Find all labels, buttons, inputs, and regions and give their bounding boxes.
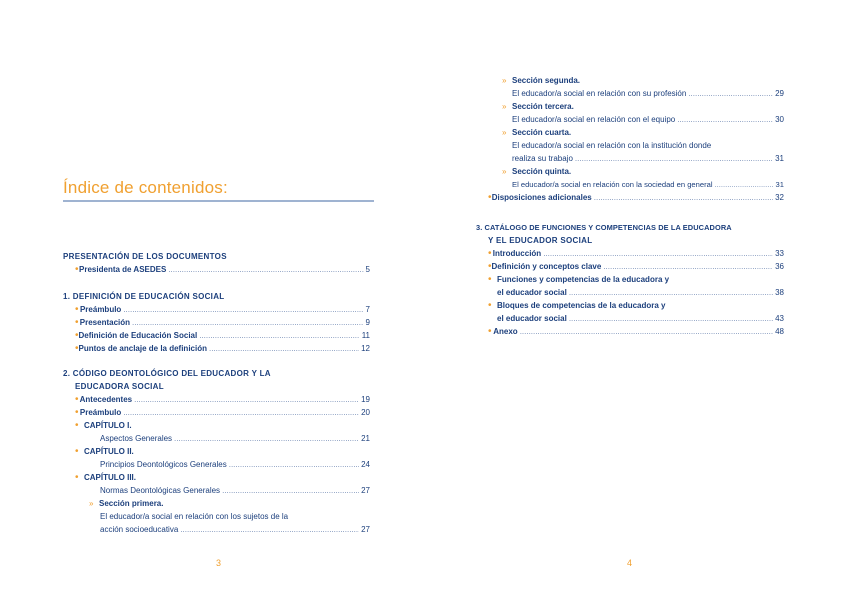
toc-entry-cont[interactable]: el educador social ..... 43 <box>476 312 784 325</box>
toc-section-1 <box>63 290 370 355</box>
toc-subentry-line: El educador/a social en relación con la institución donde <box>512 141 712 150</box>
toc-subentry[interactable]: Normas Deontológicas Generales ..... 27 <box>63 484 370 497</box>
bullet-icon: • <box>75 394 79 405</box>
toc-section-3 <box>476 221 784 338</box>
bullet-icon: • <box>488 274 492 285</box>
toc-continuation <box>476 74 784 204</box>
bullet-icon: • <box>488 261 492 272</box>
bullet-icon: • <box>75 304 79 315</box>
page-number: 3 <box>216 558 222 568</box>
sub-bullet-icon: » <box>502 76 507 85</box>
sub-bullet-icon: » <box>502 128 507 137</box>
toc-entry[interactable]: » Sección segunda. <box>502 76 581 85</box>
bullet-icon: • <box>488 326 492 337</box>
toc-entry[interactable]: • Anexo ..... 48 <box>476 325 784 338</box>
toc-entry[interactable]: • CAPÍTULO III. <box>75 472 136 483</box>
bullet-icon: • <box>75 446 79 457</box>
toc-entry[interactable]: • Preámbulo ..... 20 <box>63 406 370 419</box>
toc-entry-cont[interactable]: el educador social ..... 38 <box>476 286 784 299</box>
bullet-icon: • <box>75 407 79 418</box>
toc-subentry[interactable]: acción socioeducativa ..... 27 <box>63 523 370 536</box>
toc-entry[interactable]: • Funciones y competencias de la educadora y <box>488 274 670 285</box>
toc-entry[interactable]: » Sección cuarta. <box>502 128 572 137</box>
toc-section-presentacion <box>63 250 370 276</box>
bullet-icon: • <box>488 248 492 259</box>
bullet-icon: • <box>75 343 79 354</box>
toc-entry[interactable]: • Definición y conceptos clave ..... 36 <box>476 260 784 273</box>
bullet-icon: • <box>75 472 79 483</box>
toc-entry[interactable]: • Bloques de competencias de la educadora y <box>488 300 666 311</box>
toc-subentry[interactable]: Principios Deontológicos Generales ..... 24 <box>63 458 370 471</box>
toc-subentry[interactable]: El educador/a social en relación con la sociedad en general ..... 31 <box>476 178 784 191</box>
toc-entry[interactable]: » Sección quinta. <box>502 167 572 176</box>
toc-entry[interactable]: • Definición de Educación Social ..... 11 <box>63 329 370 342</box>
toc-entry[interactable]: » Sección primera. <box>89 499 164 508</box>
title-divider <box>63 200 374 202</box>
toc-entry[interactable]: • Presidenta de ASEDES ..... 5 <box>63 263 370 276</box>
toc-subentry[interactable]: El educador/a social en relación con su profesión ..... 29 <box>476 87 784 100</box>
right-page <box>424 0 848 600</box>
toc-subentry-line: El educador/a social en relación con los sujetos de la <box>100 512 289 521</box>
page-title: Índice de contenidos: <box>63 178 228 197</box>
toc-entry[interactable]: • CAPÍTULO II. <box>75 446 134 457</box>
section-heading-cont: Y EL EDUCADOR SOCIAL <box>488 236 593 245</box>
section-heading: 1. DEFINICIÓN DE EDUCACIÓN SOCIAL <box>63 292 225 301</box>
toc-entry[interactable]: • Antecedentes ..... 19 <box>63 393 370 406</box>
bullet-icon: • <box>75 264 79 275</box>
section-heading: 2. CÓDIGO DEONTOLÓGICO DEL EDUCADOR Y LA <box>63 369 271 378</box>
bullet-icon: • <box>75 330 79 341</box>
section-heading-cont: EDUCADORA SOCIAL <box>75 382 164 391</box>
section-heading: PRESENTACIÓN DE LOS DOCUMENTOS <box>63 252 227 261</box>
section-heading: 3. CATÁLOGO DE FUNCIONES Y COMPETENCIAS DE LA EDUCADORA <box>476 223 732 232</box>
sub-bullet-icon: » <box>89 499 94 508</box>
toc-entry[interactable]: • CAPÍTULO I. <box>75 420 132 431</box>
toc-entry[interactable]: • Presentación ..... 9 <box>63 316 370 329</box>
bullet-icon: • <box>488 192 492 203</box>
bullet-icon: • <box>488 300 492 311</box>
toc-entry[interactable]: » Sección tercera. <box>502 102 574 111</box>
toc-entry[interactable]: • Puntos de anclaje de la definición ..... 12 <box>63 342 370 355</box>
toc-subentry[interactable]: Aspectos Generales ..... 21 <box>63 432 370 445</box>
toc-entry[interactable]: • Preámbulo ..... 7 <box>63 303 370 316</box>
toc-subentry[interactable]: realiza su trabajo ..... 31 <box>476 152 784 165</box>
sub-bullet-icon: » <box>502 102 507 111</box>
sub-bullet-icon: » <box>502 167 507 176</box>
bullet-icon: • <box>75 420 79 431</box>
toc-section-2 <box>63 367 370 536</box>
toc-subentry[interactable]: El educador/a social en relación con el equipo ..... 30 <box>476 113 784 126</box>
bullet-icon: • <box>75 317 79 328</box>
toc-entry[interactable]: • Introducción ..... 33 <box>476 247 784 260</box>
page-number: 4 <box>627 558 633 568</box>
toc-entry[interactable]: • Disposiciones adicionales ..... 32 <box>476 191 784 204</box>
